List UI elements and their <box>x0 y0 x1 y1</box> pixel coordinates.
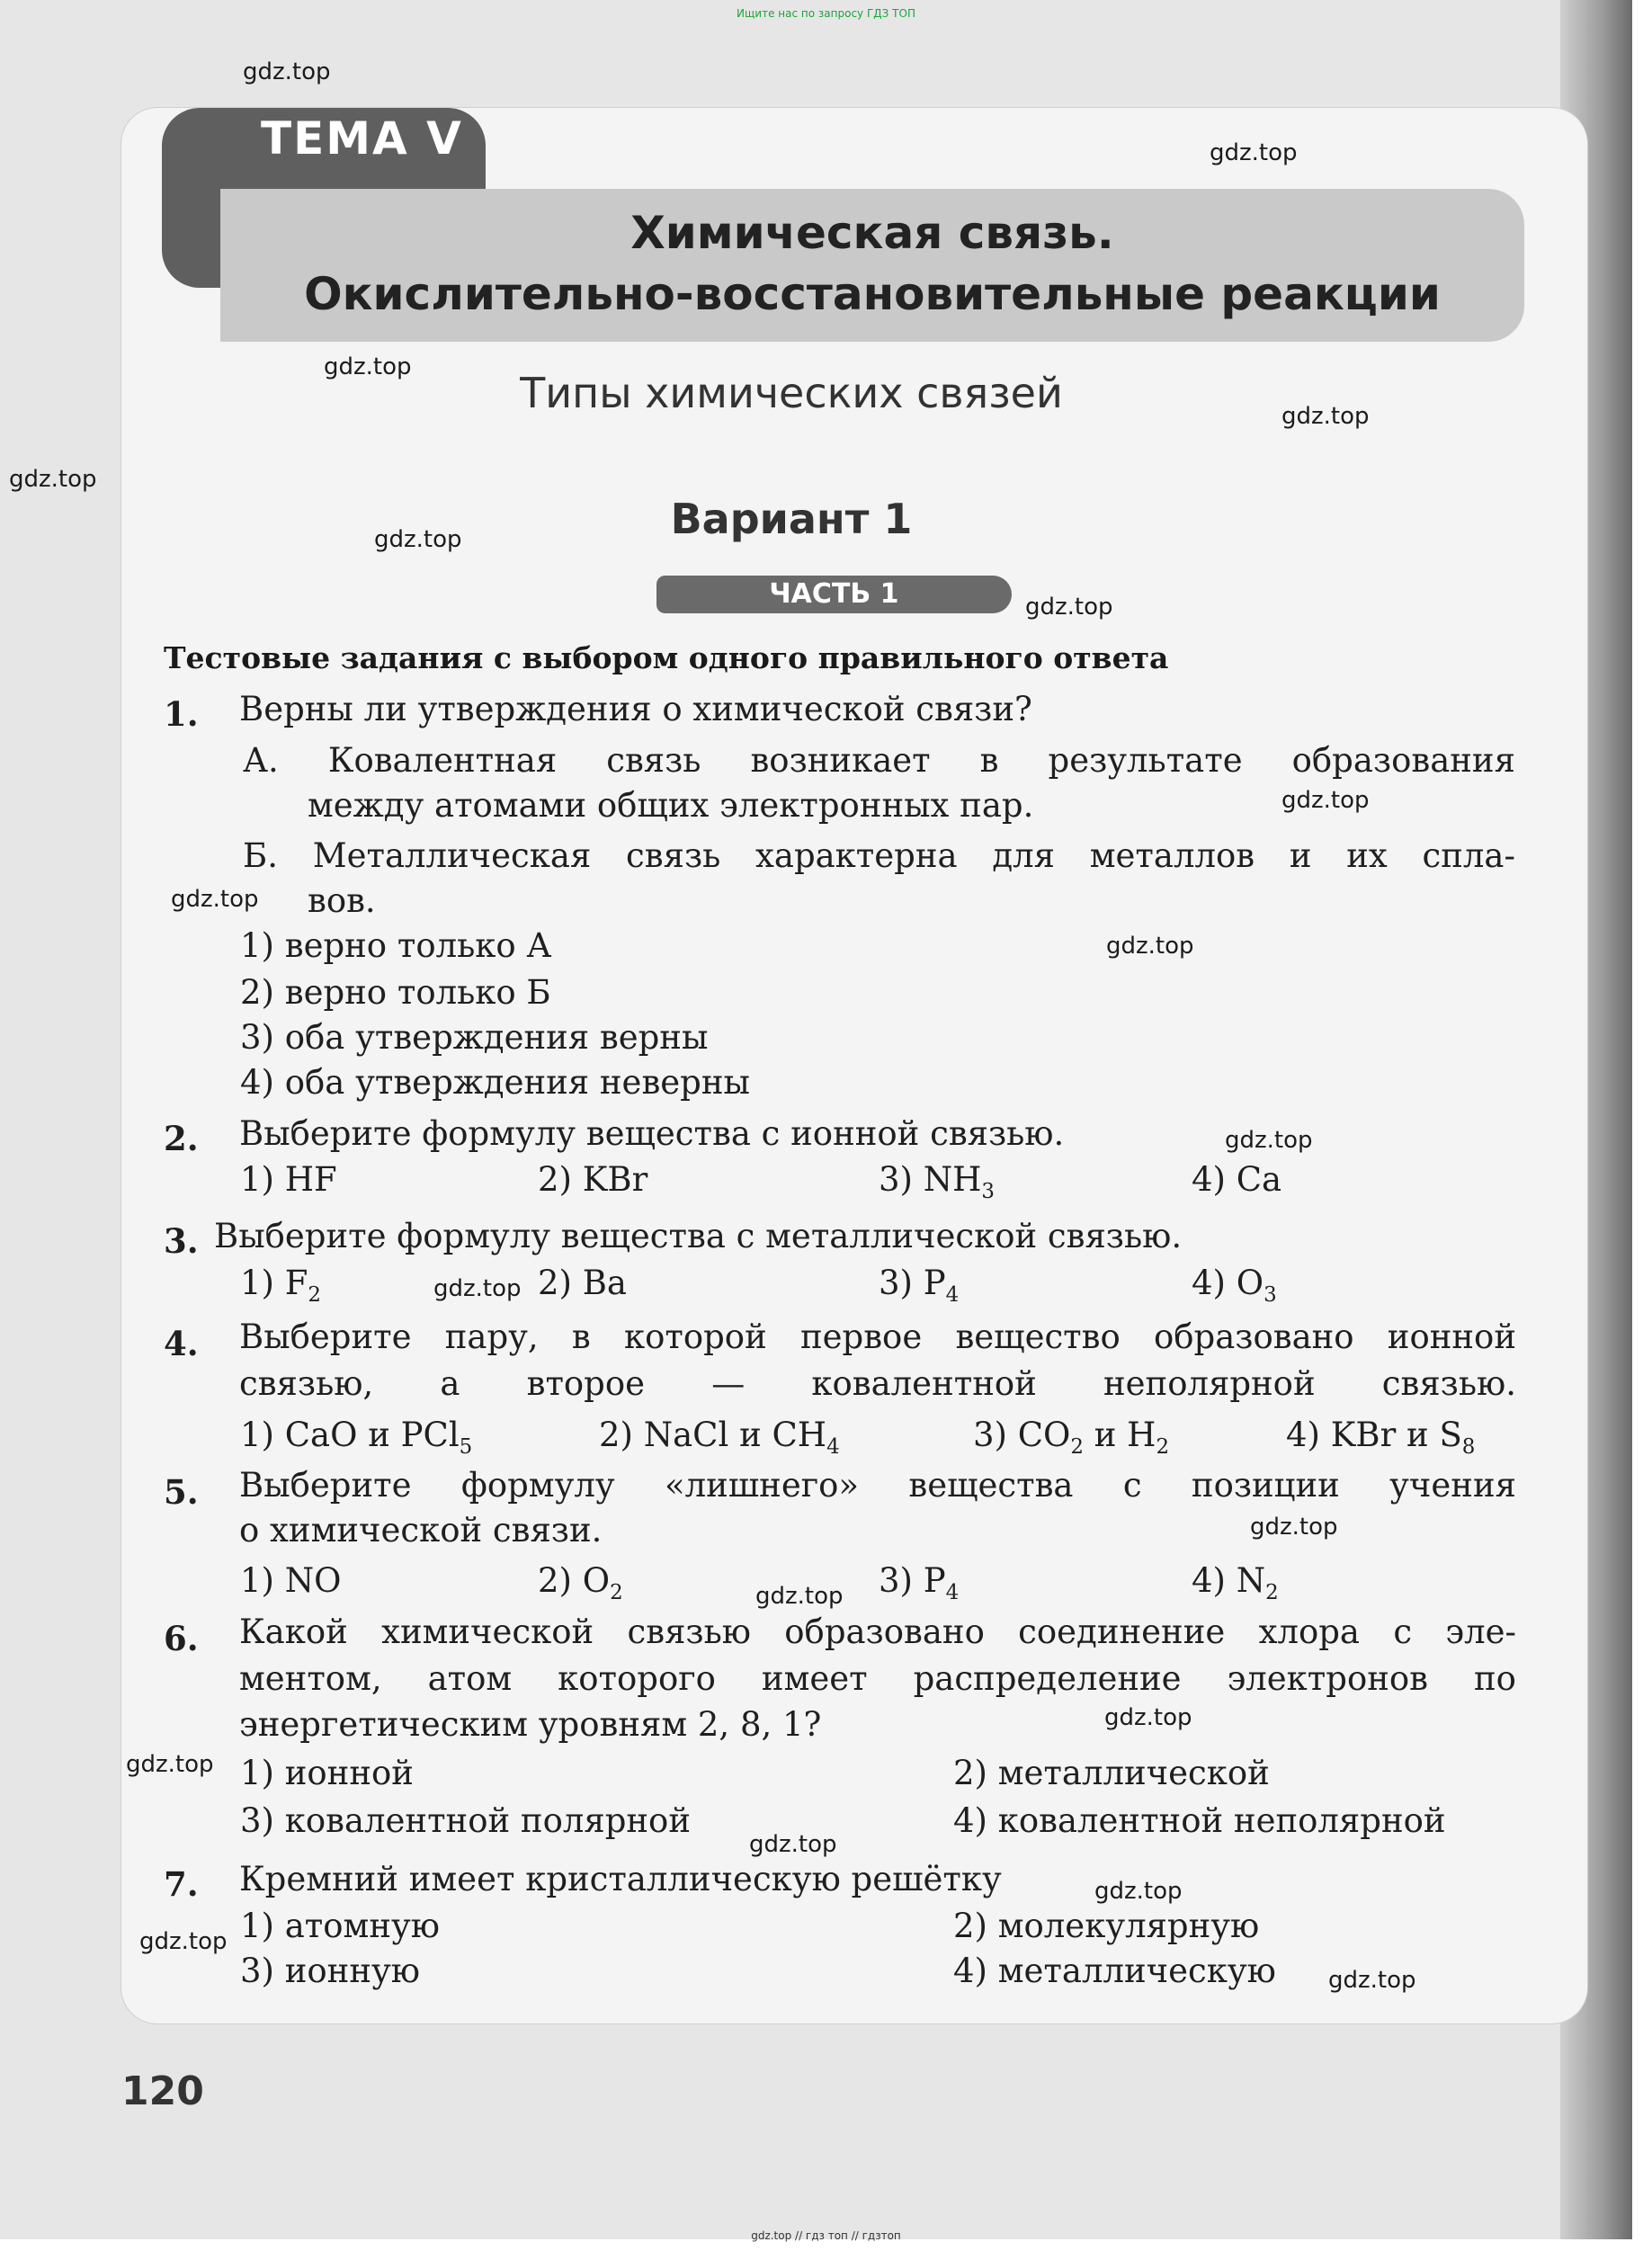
watermark: gdz.top <box>1281 787 1370 814</box>
question-text-line1: Выберите формулу «лишнего» вещества с позиции учения <box>239 1466 1516 1505</box>
watermark: gdz.top <box>755 1583 844 1610</box>
answer-option[interactable]: 3) ионную <box>240 1952 420 1990</box>
watermark: gdz.top <box>1281 403 1370 430</box>
watermark: gdz.top <box>126 1751 214 1778</box>
answer-option[interactable]: 1) HF <box>240 1160 337 1199</box>
question-text-line2: ментом, атом которого имеет распределение электронов по <box>239 1659 1516 1698</box>
answer-option[interactable]: 4) оба утверждения неверны <box>240 1063 750 1102</box>
statement-b-line1: Б. Металлическая связь характерна для металлов и их спла- <box>243 836 1515 875</box>
question-text-line3: энергетическим уровням 2, 8, 1? <box>239 1705 822 1744</box>
answer-option[interactable]: 2) молекулярную <box>953 1907 1260 1945</box>
answer-option[interactable]: 2) KBr <box>538 1160 648 1199</box>
answer-option[interactable]: 1) $F_2$ <box>240 1264 322 1308</box>
watermark: gdz.top <box>324 353 412 380</box>
top-banner[interactable]: Ищите нас по запросу ГДЗ ТОП <box>737 7 915 20</box>
answer-option[interactable]: 1) верно только А <box>240 926 552 965</box>
statement-a-line1: А. Ковалентная связь возникает в результате образования <box>243 741 1515 780</box>
answer-option[interactable]: 2) металлической <box>953 1754 1270 1792</box>
answer-option[interactable]: 1) NO <box>240 1561 342 1600</box>
question-text-line1: Какой химической связью образовано соединение хлора с эле- <box>239 1612 1516 1651</box>
answer-option[interactable]: 4) Ca <box>1192 1160 1282 1199</box>
question-number: 2. <box>164 1119 199 1158</box>
watermark: gdz.top <box>433 1275 522 1302</box>
question-number: 7. <box>164 1864 199 1904</box>
answer-option[interactable]: 2) $O_2$ <box>538 1561 623 1605</box>
answer-option[interactable]: 4) металлическую <box>953 1952 1276 1990</box>
watermark: gdz.top <box>1225 1127 1313 1154</box>
chapter-title-line2: Окислительно-восстановительные реакции <box>304 268 1441 320</box>
watermark: gdz.top <box>1094 1878 1183 1905</box>
answer-option[interactable]: 4) KBr и $S_8$ <box>1286 1416 1476 1460</box>
answer-option[interactable]: 1) ионной <box>240 1754 414 1792</box>
part-label: ЧАСТЬ 1 <box>769 578 899 610</box>
watermark: gdz.top <box>9 466 97 493</box>
question-text-line1: Выберите пару, в которой первое вещество образовано ионной <box>239 1318 1516 1356</box>
watermark: gdz.top <box>1328 1967 1416 1994</box>
watermark: gdz.top <box>1104 1704 1192 1731</box>
question-text: Выберите формулу вещества с металлической связью. <box>214 1217 1183 1255</box>
answer-option[interactable]: 3) ковалентной полярной <box>240 1801 691 1840</box>
answer-option[interactable]: 4) ковалентной неполярной <box>953 1801 1446 1840</box>
answer-option[interactable]: 3) $P_4$ <box>879 1561 960 1605</box>
question-text-line2: о химической связи. <box>239 1511 603 1550</box>
question-number: 4. <box>164 1324 199 1363</box>
answer-option[interactable]: 2) NaCl и $CH_4$ <box>599 1416 840 1460</box>
watermark: gdz.top <box>1250 1514 1338 1541</box>
variant-heading: Вариант 1 <box>670 495 913 543</box>
answer-option[interactable]: 3) $P_4$ <box>879 1264 960 1308</box>
watermark: gdz.top <box>749 1831 837 1858</box>
answer-option[interactable]: 3) оба утверждения верны <box>240 1018 709 1057</box>
watermark: gdz.top <box>1210 139 1298 166</box>
lesson-subtitle: Типы химических связей <box>520 369 1063 417</box>
answer-option[interactable]: 4) $N_2$ <box>1192 1561 1279 1605</box>
question-number: 5. <box>164 1472 199 1512</box>
watermark: gdz.top <box>243 58 331 85</box>
question-text: Верны ли утверждения о химической связи? <box>239 690 1032 728</box>
question-text-line2: связью, а второе — ковалентной неполярной связью. <box>239 1364 1516 1403</box>
topic-label: ТЕМА V <box>261 112 463 165</box>
answer-option[interactable]: 2) Ba <box>538 1264 627 1302</box>
question-text: Кремний имеет кристаллическую решётку <box>239 1860 1002 1898</box>
chapter-title-line1: Химическая связь. <box>630 207 1114 259</box>
watermark: gdz.top <box>1106 933 1194 960</box>
watermark: gdz.top <box>1025 594 1113 621</box>
question-number: 6. <box>164 1619 199 1658</box>
answer-option[interactable]: 3) $NH_3$ <box>879 1160 995 1204</box>
statement-a-line2: между атомами общих электронных пар. <box>308 786 1034 825</box>
watermark: gdz.top <box>374 526 462 553</box>
watermark: gdz.top <box>139 1928 228 1955</box>
page-number: 120 <box>121 2068 204 2114</box>
question-number: 3. <box>164 1221 199 1261</box>
answer-option[interactable]: 4) $O_3$ <box>1192 1264 1277 1308</box>
section-title: Тестовые задания с выбором одного правильного ответа <box>164 640 1169 675</box>
answer-option[interactable]: 1) атомную <box>240 1907 440 1945</box>
statement-b-line2: вов. <box>308 881 376 920</box>
answer-option[interactable]: 1) CaO и PCl$_5$ <box>240 1416 473 1460</box>
bottom-banner[interactable]: gdz.top // гдз топ // гдзтоп <box>751 2229 901 2242</box>
question-number: 1. <box>164 694 199 734</box>
question-text: Выберите формулу вещества с ионной связью. <box>239 1114 1065 1153</box>
answer-option[interactable]: 3) $CO_2$ и $H_2$ <box>973 1416 1170 1460</box>
watermark: gdz.top <box>171 886 259 913</box>
answer-option[interactable]: 2) верно только Б <box>240 973 551 1012</box>
